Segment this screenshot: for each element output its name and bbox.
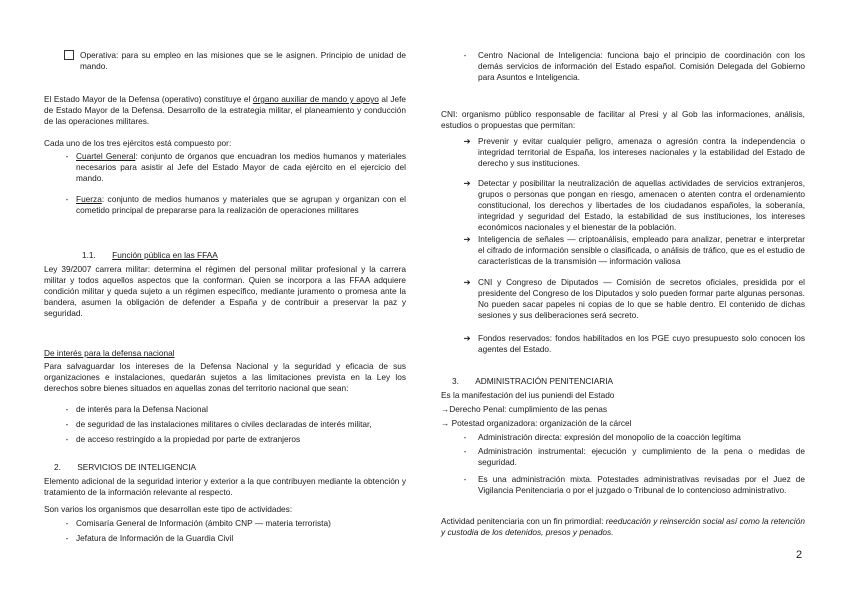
list-item: - Jefatura de Información de la Guardia Civil <box>58 533 406 544</box>
three-armies-line: Cada uno de los tres ejércitos está compuesto por: <box>44 138 232 148</box>
dash-bullet: - <box>463 446 467 456</box>
dash-bullet: - <box>463 432 467 442</box>
checkbox-text: para su empleo en las misiones que se le asignen. Principio de unidad de mando. <box>80 50 406 71</box>
interes-heading: De interés para la defensa nacional <box>44 348 175 358</box>
dash-bullet: - <box>463 50 467 60</box>
checkbox-label: Operativa: <box>80 50 119 60</box>
cni-item: - Centro Nacional de Inteligencia: funciona bajo el principio de coordinación con los demás servicios de información del Estado español. Comisión Delegada del Gobierno para Asuntos e Inteligencia. <box>452 50 805 83</box>
final-paragraph: Actividad penitenciaria con un fin primordial: reeducación y reinserción social así como la retención y custodia de los detenidos, presos y penados. <box>441 516 806 537</box>
dash-bullet: - <box>65 518 69 528</box>
derecho-penal-line: →Derecho Penal: cumplimiento de las penas <box>441 404 608 414</box>
list-item: - Administración instrumental: ejecución y cumplimiento de la pena o medidas de seguridad. <box>452 446 805 468</box>
intel-organs-line: Son varios los organismos que desarrollan este tipo de actividades: <box>44 504 293 514</box>
dash-bullet: - <box>65 419 69 429</box>
interes-paragraph: Para salvaguardar los intereses de la Defensa Nacional y la seguridad y eficacia de sus organizaciones e instalaciones, quedarán sujetos a las limitaciones prevista en la Ley los derechos sobre bienes situados en aquellas zonas del territorio nacional que sean: <box>44 361 406 393</box>
arrow-right-icon: ➔ <box>463 136 471 146</box>
arrow-right-icon: ➔ <box>463 277 471 287</box>
dash-bullet: - <box>65 151 69 161</box>
section-3-heading: 3. ADMINISTRACIÓN PENITENCIARIA <box>452 376 614 386</box>
army-item: - Fuerza: conjunto de medios humanos y materiales que se agrupan y organizan con el cometido principal de prepararse para la realización de operaciones militares <box>58 194 406 216</box>
arrow-item: ➔ Prevenir y evitar cualquier peligro, amenaza o agresión contra la independencia o integridad territorial de España, los intereses nacionales y la estabilidad del Estado de derecho y sus instituciones. <box>456 136 805 169</box>
list-item: - Administración directa: expresión del monopolio de la coacción legítima <box>452 432 805 443</box>
arrow-item: ➔ Detectar y posibilitar la neutralización de aquellas actividades de servicios extranjeros, grupos o personas que pongan en riesgo, amenacen o atenten contra el ordenamiento constitucional, los derechos y libertades de los ciudadanos españoles, la soberanía, integridad y seguridad del Estado, la estabilidad de sus instituciones, los intereses económicos nacionales y el bienestar de la población. <box>456 178 805 233</box>
section-2-heading: 2. SERVICIOS DE INTELIGENCIA <box>54 462 197 472</box>
checkbox-square-icon <box>64 50 74 60</box>
dash-bullet: - <box>65 194 69 204</box>
cni-paragraph: CNI: organismo público responsable de facilitar al Presi y al Gob las informaciones, análisis, estudios o propuestas que permitan: <box>441 109 805 130</box>
army-item: - Cuartel General: conjunto de órganos que encuadran los medios humanos y materiales necesarios para asistir al Jefe del Estado Mayor de cada ejército en el ejercicio del mando. <box>58 151 406 184</box>
em-underlined: órgano auxiliar de mando y apoyo <box>252 94 379 104</box>
dash-bullet: - <box>65 533 69 543</box>
ius-line: Es la manifestación del ius puniendi del Estado <box>441 390 615 400</box>
arrow-item: ➔ CNI y Congreso de Diputados — Comisión de secretos oficiales, presidida por el presidente del Congreso de los Diputados y solo pueden formar parte algunas personas. No pueden sacar papeles ni copias de lo que se hable dentro. El contenido de dichas sesiones y sus deliberaciones será secreto. <box>456 277 805 321</box>
em-paragraph: El Estado Mayor de la Defensa (operativo) constituye el órgano auxiliar de mando y apoyo al Jefe de Estado Mayor de la Defensa. Desarrollo de la estrategia militar, el planeamiento y conducción de las operaciones militares. <box>44 94 407 126</box>
arrow-right-icon: ➔ <box>463 234 471 244</box>
checkbox-item <box>64 50 406 72</box>
potestad-line: → Potestad organizadora: organización de la cárcel <box>441 418 632 428</box>
ley-paragraph: Ley 39/2007 carrera militar: determina el régimen del personal militar profesional y la carrera militar y todos aquellos aspectos que la conforman. Quien se incorpora a las FFAA adquiere condición militar y queda sujeto a un régimen específico, mediante juramento o promesa ante la bandera, asumen la obligación de defender a España y de contribuir a preservar la paz y seguridad. <box>44 264 406 318</box>
arrow-right-icon: ➔ <box>463 333 471 343</box>
dash-bullet: - <box>65 434 69 444</box>
list-item: - Es una administración mixta. Potestades administrativas revisadas por el Juez de Vigilancia Penitenciaria o por el juzgado o Tribunal de lo contencioso administrativo. <box>452 474 805 496</box>
dash-bullet: - <box>65 404 69 414</box>
arrow-right-icon: ➔ <box>463 178 471 188</box>
page-number: 2 <box>796 549 803 561</box>
list-item: - Comisaría General de Información (ámbito CNP — materia terrorista) <box>58 518 406 529</box>
list-item: - de interés para la Defensa Nacional <box>58 404 406 415</box>
section-1-1-heading: 1.1. Función pública en las FFAA <box>82 250 218 260</box>
intel-paragraph: Elemento adicional de la seguridad interior y exterior a la que contribuyen mediante la obtención y tratamiento de la información relevante al respecto. <box>44 476 406 497</box>
list-item: - de acceso restringido a la propiedad por parte de extranjeros <box>58 434 406 445</box>
dash-bullet: - <box>463 474 467 484</box>
arrow-item: ➔ Inteligencia de señales — criptoanálisis, empleado para analizar, penetrar e interpretar el cifrado de información sensible o clasificada, o análisis de tráfico, que es el estudio de características de la transmisión — información valiosa <box>456 234 805 267</box>
arrow-item: ➔ Fondos reservados: fondos habilitados en los PGE cuyo presupuesto solo conocen los agentes del Estado. <box>456 333 805 355</box>
list-item: - de seguridad de las instalaciones militares o civiles declaradas de interés militar, <box>58 419 406 430</box>
